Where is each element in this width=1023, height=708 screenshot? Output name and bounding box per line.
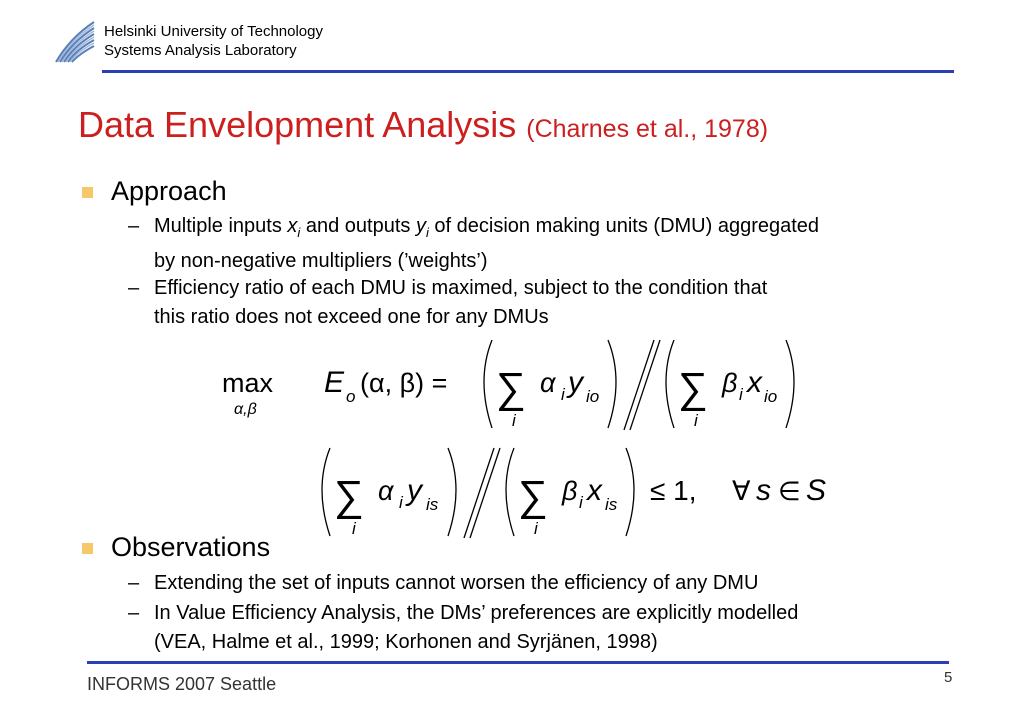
sum-index: i (534, 519, 538, 538)
institution-line-2: Systems Analysis Laboratory (104, 42, 297, 59)
observation-item-2-line-2: (VEA, Halme et al., 1999; Korhonen and Syrjänen, 1998) (154, 631, 658, 653)
right-paren (626, 448, 634, 536)
right-paren (448, 448, 456, 536)
max-operator: max (222, 368, 274, 398)
approach-item-2-line-2: this ratio does not exceed one for any DMUs (154, 306, 549, 328)
set-S: S (806, 474, 827, 507)
title-main: Data Envelopment Analysis (78, 104, 517, 145)
dash-marker: – (128, 602, 140, 624)
slide-title (78, 104, 768, 146)
left-paren (322, 448, 330, 536)
y-subscript: io (586, 387, 600, 406)
constraint-formula (310, 440, 850, 548)
dash-marker: – (128, 215, 140, 237)
approach-item-1 (154, 212, 819, 276)
alpha-index: i (561, 385, 565, 404)
sum-symbol: ∑ (334, 472, 364, 519)
right-paren (786, 340, 794, 428)
bullet-square-icon (82, 187, 93, 198)
left-paren (666, 340, 674, 428)
var-y: y (568, 366, 583, 399)
left-paren (506, 448, 514, 536)
institution-line-1: Helsinki University of Technology (104, 23, 323, 40)
observation-item-1: Extending the set of inputs cannot worsen the efficiency of any DMU (154, 572, 759, 594)
var-x: x (747, 366, 762, 399)
division-slash (470, 448, 500, 538)
dash-marker: – (128, 277, 140, 299)
approach-item-2 (154, 274, 767, 332)
title-citation: (Charnes et al., 1978) (526, 115, 769, 143)
approach-item-2-line-1: Efficiency ratio of each DMU is maximed, subject to the condition that (154, 277, 768, 299)
x-subscript: is (605, 495, 618, 514)
approach-item-1-line-2: by non-negative multipliers (’weights’) (154, 250, 488, 272)
sub-i: i (297, 225, 301, 240)
sum-index: i (512, 411, 516, 430)
dash-marker: – (128, 572, 140, 594)
institution-name (104, 22, 323, 60)
page-number: 5 (944, 669, 953, 686)
E-arguments: (α, β) = (360, 368, 448, 398)
header-rule (102, 70, 954, 73)
division-slash (464, 448, 494, 538)
var-y: y (407, 474, 422, 507)
division-slash (630, 340, 660, 430)
sum-symbol: ∑ (496, 364, 526, 411)
beta-index: i (739, 385, 743, 404)
bullet-square-icon (82, 543, 93, 554)
footer-event: INFORMS 2007 Seattle (87, 674, 277, 694)
university-logo-icon (52, 18, 98, 66)
efficiency-E: E (324, 366, 345, 399)
observation-item-2 (154, 599, 798, 657)
text-segment: Multiple inputs (154, 215, 288, 237)
division-slash (624, 340, 654, 430)
sum-index: i (352, 519, 356, 538)
var-y: y (415, 215, 426, 237)
sub-i: i (425, 225, 429, 240)
x-subscript: io (764, 387, 778, 406)
alpha: α (378, 476, 394, 506)
forall-symbol: ∀ (732, 476, 751, 506)
heading-observations: Observations (111, 532, 271, 562)
sum-index: i (694, 411, 698, 430)
leq-one: ≤ 1, (650, 475, 697, 506)
element-of-symbol: ∈ (778, 476, 801, 506)
left-paren (484, 340, 492, 428)
footer-rule (87, 661, 949, 664)
right-paren (608, 340, 616, 428)
var-x: x (587, 474, 602, 507)
heading-approach: Approach (111, 176, 227, 206)
alpha: α (540, 368, 556, 398)
beta: β (722, 368, 738, 398)
sum-symbol: ∑ (678, 364, 708, 411)
var-s: s (756, 474, 771, 507)
alpha-index: i (399, 493, 403, 512)
text-segment: of decision making units (DMU) aggregated (428, 215, 820, 237)
observation-item-2-line-1: In Value Efficiency Analysis, the DMs’ preferences are explicitly modelled (154, 602, 799, 624)
text-segment: and outputs (300, 215, 416, 237)
var-x: x (287, 215, 298, 237)
beta-index: i (579, 493, 583, 512)
max-subscript: α,β (234, 401, 257, 418)
sum-symbol: ∑ (518, 472, 548, 519)
objective-formula (210, 332, 830, 440)
E-subscript: o (346, 387, 356, 406)
y-subscript: is (426, 495, 439, 514)
beta: β (562, 476, 578, 506)
